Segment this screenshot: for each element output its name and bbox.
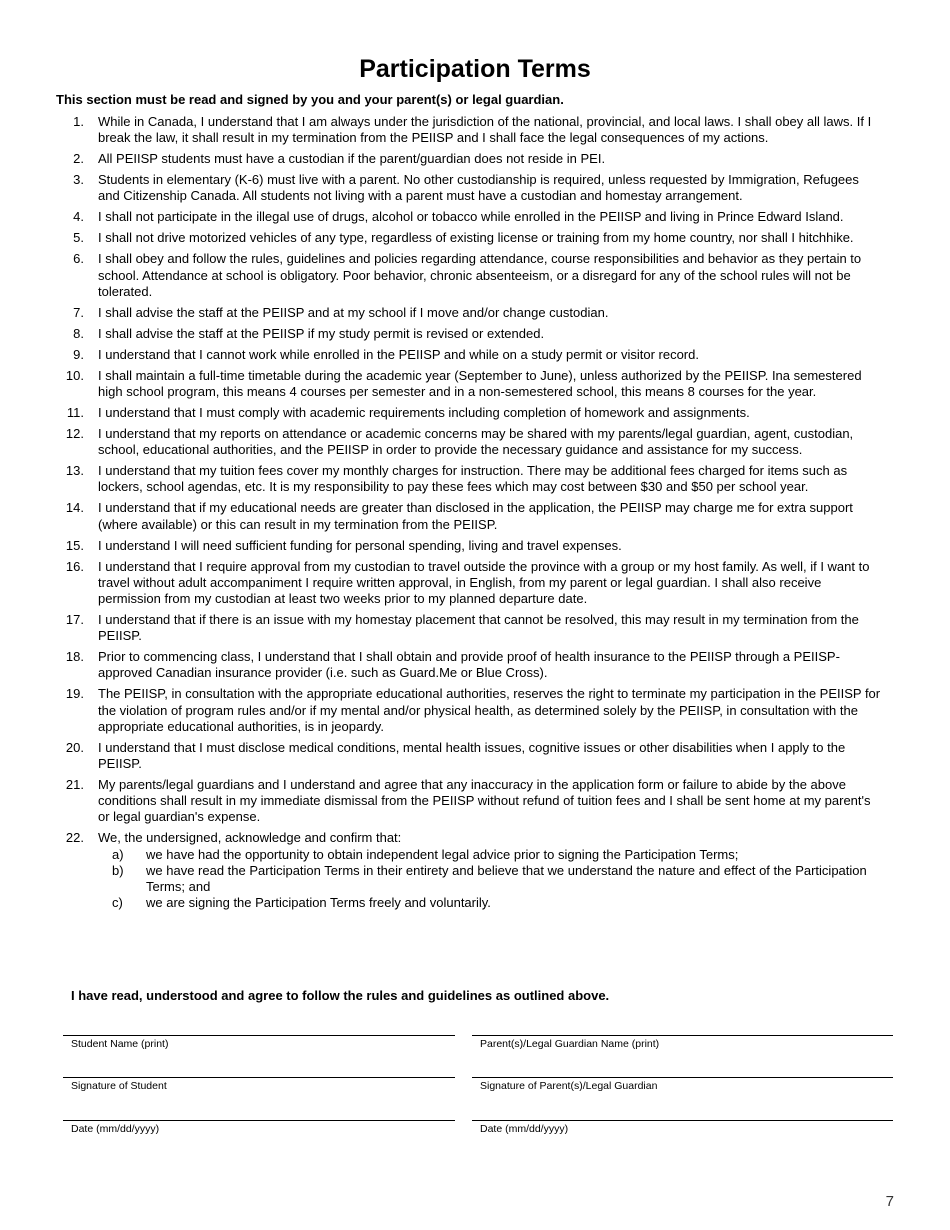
subterm-letter: b) [112,862,124,878]
term-text: Prior to commencing class, I understand that I shall obtain and provide proof of health insurance to the PEIISP through a PEIISP-approved Canadian insurance provider (i.e. such as Guard.Me or Blue Cross). [98,649,840,681]
intro-text: This section must be read and signed by you and your parent(s) or legal guardian. [56,92,564,107]
term-text: I shall not participate in the illegal use of drugs, alcohol or tobacco while enrolled in the PEIISP and living in Prince Edward Island. [98,209,844,225]
term-text: I understand that I require approval from my custodian to travel outside the province with a group or my host family. As well, if I want to travel without adult accompaniment I require written approval, in English, from my parent or legal guardian. I shall also receive permission from my custodian at least two weeks prior to my planned departure date. [98,558,870,607]
term-number: 7. [73,304,84,320]
term-item [56,209,882,225]
subterm-text: we have read the Participation Terms in their entirety and believe that we understand the nature and effect of the Participation Terms; and [146,862,867,895]
term-item [56,230,882,246]
term-item [56,500,882,532]
subterm-item [98,863,882,895]
term-text: All PEIISP students must have a custodian if the parent/guardian does not reside in PEI. [98,151,606,167]
student-signature-label: Signature of Student [71,1080,167,1092]
term-text: I understand that if there is an issue with my homestay placement that cannot be resolved, this may result in my termination from the PEIISP. [98,612,859,644]
term-item [56,463,882,495]
parent-name-label: Parent(s)/Legal Guardian Name (print) [480,1038,660,1050]
term-number: 6. [73,251,84,267]
term-item [56,305,882,321]
term-text: I shall advise the staff at the PEIISP if my study permit is revised or extended. [98,325,545,341]
term-text: I shall obey and follow the rules, guidelines and policies regarding attendance, course responsibilities and behavior as they pertain to school. Attendance at school is obligatory. Poor behavior, chronic absenteeism, or a disregard for any of the school rules will not be tolerated. [98,251,862,299]
term-number: 22. [65,830,84,846]
term-item [56,368,882,400]
term-number: 16. [65,558,84,574]
student-date-field[interactable] [63,1120,455,1137]
term-text: I shall maintain a full-time timetable during the academic year (September to June), unless authorized by the PEIISP. Ina semestered high school program, this means 4 courses per semester and in a non-semestered school, this means 8 courses for the year. [98,367,862,400]
subterm-letter: a) [112,846,124,862]
subterm-text: we have had the opportunity to obtain independent legal advice prior to signing the Participation Terms; [146,846,739,862]
student-date-label: Date (mm/dd/yyyy) [71,1123,160,1135]
term-number: 13. [65,463,84,479]
page-title: Participation Terms [359,55,591,83]
term-text: I understand that I must comply with academic requirements including completion of homework and assignments. [98,405,750,421]
term-item [56,326,882,342]
term-item [56,686,882,735]
term-item [56,740,882,772]
parent-signature-label: Signature of Parent(s)/Legal Guardian [480,1080,658,1092]
term-number: 18. [65,649,84,665]
term-number: 11. [66,405,84,421]
term-number: 10. [65,367,84,383]
term-text: I understand that I cannot work while enrolled in the PEIISP and while on a study permit or visitor record. [98,346,699,362]
term-number: 1. [73,114,84,129]
term-text: I understand that my tuition fees cover my monthly charges for instruction. There may be additional fees charged for items such as lockers, school agendas, etc. It is my responsibility to pay these fees which may cost between $30 and $50 per school year. [98,463,848,495]
subterm-item [98,847,882,863]
term-item [56,538,882,554]
student-signature-field[interactable] [63,1077,455,1094]
term-number: 9. [73,346,84,362]
term-number: 3. [73,172,84,188]
term-text: The PEIISP, in consultation with the appropriate educational authorities, reserves the right to terminate my participation in the PEIISP for the violation of program rules and/or if my mental and/or physical health, as determined solely by the PEIISP, in consultation with the appropriate educational authorities, is in jeopardy. [98,686,881,734]
term-text: I shall not drive motorized vehicles of any type, regardless of existing license or training from my home country, nor shall I hitchhike. [98,230,854,246]
term-item [56,347,882,363]
term-item [56,405,882,421]
term-number: 20. [65,739,84,755]
student-name-field[interactable] [63,1035,455,1052]
term-item [56,612,882,644]
term-number: 8. [73,325,84,341]
term-text: I understand that I must disclose medical conditions, mental health issues, cognitive issues or other disabilities when I apply to the PEIISP. [98,739,846,772]
subterm-text: we are signing the Participation Terms freely and voluntarily. [146,895,491,911]
term-text: While in Canada, I understand that I am always under the jurisdiction of the national, provincial, and local laws. I shall obey all laws. If I break the law, it shall result in my termination from the PEIISP and I shall face the legal consequences of my actions. [98,114,872,146]
term-text: I shall advise the staff at the PEIISP and at my school if I move and/or change custodian. [98,304,609,320]
term-text: I understand that if my educational needs are greater than disclosed in the application, the PEIISP may charge me for extra support (where available) or this can result in my termination from the PEIISP. [98,500,853,532]
term-number: 21. [65,777,84,793]
term-number: 14. [65,500,84,516]
term-number: 4. [73,209,84,225]
parent-date-field[interactable] [472,1120,893,1137]
acknowledgement-sublist [98,847,882,912]
term-item [56,114,882,146]
term-item [56,830,882,911]
term-text: Students in elementary (K-6) must live with a parent. No other custodianship is required, unless requested by Immigration, Refugees and Citizenship Canada. All students not living with a parent must have a custodian and homestay arrangement. [98,172,859,204]
student-name-label: Student Name (print) [71,1038,169,1050]
term-item [56,251,882,300]
term-number: 15. [65,537,84,553]
term-number: 2. [73,151,84,167]
term-number: 5. [73,230,84,246]
term-item [56,777,882,826]
term-item [56,559,882,608]
term-item [56,426,882,458]
term-text: I understand I will need sufficient funding for personal spending, living and travel expenses. [98,537,622,553]
parent-signature-field[interactable] [472,1077,893,1094]
terms-list [56,114,882,916]
page-number: 7 [885,1193,894,1210]
term-number: 12. [65,426,84,442]
parent-name-field[interactable] [472,1035,893,1052]
subterm-item [98,895,882,911]
term-item [56,151,882,167]
parent-date-label: Date (mm/dd/yyyy) [480,1123,569,1135]
agreement-statement: I have read, understood and agree to follow the rules and guidelines as outlined above. [71,988,610,1003]
term-text: My parents/legal guardians and I understand and agree that any inaccuracy in the application form or failure to abide by the above conditions shall result in my immediate dismissal from the PEIISP without refund of tuition fees and I shall be sent home at my parent's or legal guardian's expense. [98,777,871,825]
term-number: 17. [65,612,84,628]
term-text: We, the undersigned, acknowledge and confirm that: [98,830,402,846]
term-item [56,649,882,681]
subterm-letter: c) [112,895,123,911]
term-number: 19. [65,686,84,702]
term-text: I understand that my reports on attendance or academic concerns may be shared with my parents/legal guardian, agent, custodian, school, educational authorities, and the PEIISP in order to provide the necessary guidance and assistance for my success. [98,426,854,458]
term-item [56,172,882,204]
